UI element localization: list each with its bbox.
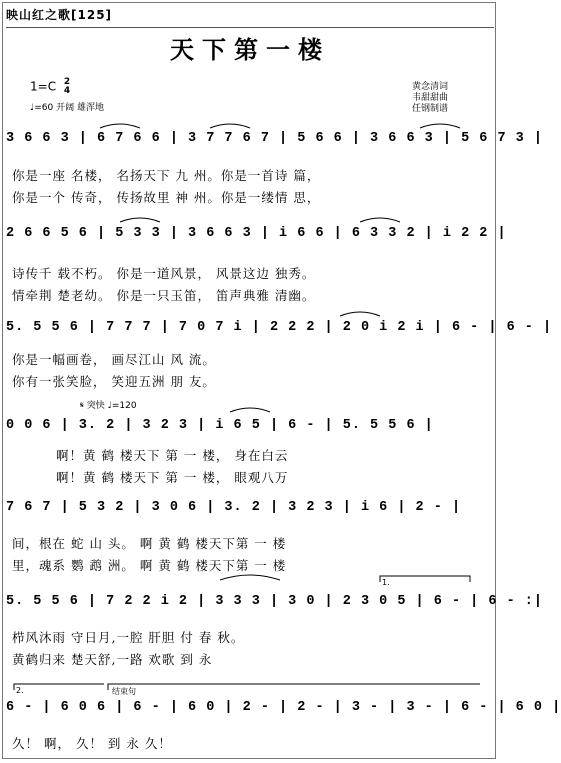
lyrics-row-1-verse-2 — [12, 188, 502, 210]
lyric-line: 诗传千 载不朽。 你是一道风景， 风景这边 独秀。 — [12, 266, 316, 281]
arranger-credit: 任钢制谱 — [412, 104, 449, 114]
time-signature — [64, 78, 70, 96]
lyrics-row-1-verse-1 — [12, 166, 502, 188]
lyrics-row-2-verse-1 — [12, 264, 502, 286]
segment-mark: 𝄋 突快 ♩=120 — [80, 401, 137, 411]
lyric-line: 里，魂系 鹦 鹉 洲。 啊 黄 鹤 楼天下第 一 楼 — [12, 558, 287, 573]
lyrics-row-5-verse-1 — [12, 534, 502, 556]
notation-row-3 — [6, 320, 553, 344]
notes: 5. 5 5 6 | 7 2 2 i 2 | 3 3 3 | 3 0 | 2 3 0 5 | 6 - | 6 - :| — [6, 594, 543, 609]
notation-row-5 — [6, 500, 496, 524]
song-title: 天下第一楼 — [170, 35, 330, 64]
lyrics-row-3-verse-1 — [12, 350, 502, 372]
lyrics-row-5-verse-2 — [12, 556, 502, 578]
notation-row-6 — [6, 594, 543, 618]
page-number: [125] — [71, 8, 113, 22]
notes: 6 - | 6 0 6 | 6 - | 6 0 | 2 - | 2 - | 3 - | 3 - | 6 - | 6 0 | — [6, 700, 561, 715]
lyrics-row-3-verse-2 — [12, 372, 502, 394]
lyric-line: 你有一张笑脸， 笑迎五洲 朋 友。 — [12, 374, 216, 389]
lyric-line: 情牵荆 楚老幼。 你是一只玉笛， 笛声典雅 清幽。 — [12, 288, 316, 303]
lyric-line: 你是一座 名楼， 名扬天下 九 州。你是一首诗 篇， — [12, 168, 321, 183]
lyrics-row-6-verse-1 — [12, 628, 502, 650]
lyrics-row-7 — [12, 734, 502, 756]
key-signature — [30, 78, 70, 96]
tempo-marking: ♩=60 开阔 雄浑地 — [30, 103, 104, 113]
composer-credit: 韦甜甜曲 — [412, 93, 449, 103]
volta-second: 2. — [16, 686, 24, 695]
lyrics-row-6-verse-2 — [12, 650, 502, 672]
notes: 7 6 7 | 5 3 2 | 3 0 6 | 3. 2 | 3 2 3 | i 6 | 2 - | — [6, 500, 462, 515]
notation-row-1 — [6, 131, 543, 155]
notation-row-4 — [6, 418, 496, 442]
lyric-line: 间，根在 蛇 山 头。 啊 黄 鹤 楼天下第 一 楼 — [12, 536, 287, 551]
lyrics-row-2-verse-2 — [12, 286, 502, 308]
notes: 2 6 6 5 6 | 5 3 3 | 3 6 6 3 | i 6 6 | 6 3 3 2 | i 2 2 | — [6, 226, 507, 241]
lyric-line: 你是一个 传奇， 传扬故里 神 州。你是一缕情 思， — [12, 190, 321, 205]
lyric-line: 啊！黄 鹤 楼天下 第 一 楼， 身在白云 — [56, 448, 289, 463]
header-rule — [6, 27, 494, 28]
lyrics-row-4-verse-2 — [56, 468, 546, 490]
collection-name: 映山红之歌 — [6, 8, 72, 22]
notes: 5. 5 5 6 | 7 7 7 | 7 0 7 i | 2 2 2 | 2 0 i 2 i | 6 - | 6 - | — [6, 320, 553, 335]
ending-label: 结束句 — [112, 687, 136, 696]
credits — [412, 82, 448, 115]
volta-first: 1. — [382, 578, 390, 587]
key-label: 1=C — [30, 79, 57, 94]
time-top: 2 — [63, 77, 71, 87]
lyric-line: 你是一幅画卷， 画尽江山 风 流。 — [12, 352, 216, 367]
lyricist-credit: 黄念清词 — [412, 82, 449, 92]
lyric-line: 黄鹤归来 楚天舒,一路 欢歌 到 永 — [12, 652, 213, 667]
lyrics-row-4-verse-1 — [56, 446, 546, 468]
page-header — [6, 6, 112, 23]
notation-row-2 — [6, 226, 507, 250]
notes: 3 6 6 3 | 6 7 6 6 | 3 7 7 6 7 | 5 6 6 | 3 6 6 3 | 5 6 7 3 | — [6, 131, 543, 146]
lyric-line: 久！ 啊， 久！ 到 永 久！ — [12, 736, 172, 751]
notes: 0 0 6 | 3. 2 | 3 2 3 | i 6 5 | 6 - | 5. 5 5 6 | — [6, 418, 434, 433]
lyric-line: 啊！黄 鹤 楼天下 第 一 楼， 眼观八万 — [56, 470, 289, 485]
time-bottom: 4 — [63, 86, 71, 96]
lyric-line: 栉风沐雨 守日月,一腔 肝胆 付 春 秋。 — [12, 630, 245, 645]
notation-row-7 — [6, 700, 561, 724]
